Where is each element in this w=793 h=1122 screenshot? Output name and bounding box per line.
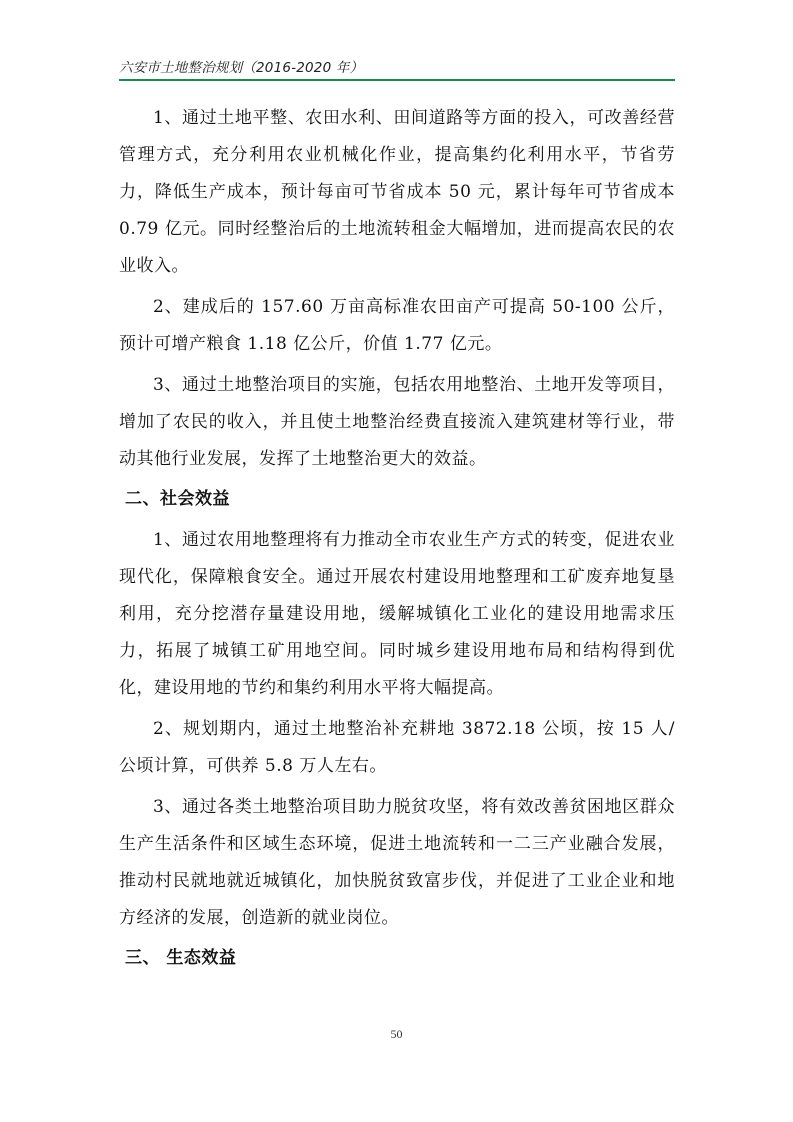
page-number: 50 (390, 1027, 403, 1041)
paragraph-social-3: 3、通过各类土地整治项目助力脱贫攻坚，将有效改善贫困地区群众生产生活条件和区域生态环境，促进土地流转和一二三产业融合发展，推动村民就地就近城镇化，加快脱贫致富步伐，并促进了工业企业和地方经济的发展，创造新的就业岗位。 (119, 797, 675, 928)
header-title: 六安市土地整治规划（2016-2020 年） (119, 60, 364, 76)
section-heading-social-benefits: 二、社会效益 (125, 489, 230, 509)
header-rule (119, 79, 675, 81)
paragraph-social-2: 2、规划期内，通过土地整治补充耕地 3872.18 公顷，按 15 人/公顷计算，可供养 5.8 万人左右。 (119, 719, 675, 776)
page-header (119, 56, 675, 80)
paragraph-economic-2: 2、建成后的 157.60 万亩高标准农田亩产可提高 50-100 公斤，预计可增产粮食 1.18 亿公斤，价值 1.77 亿元。 (119, 297, 675, 354)
paragraph-economic-3: 3、通过土地整治项目的实施，包括农用地整治、土地开发等项目，增加了农民的收入，并且使土地整治经费直接流入建筑建材等行业，带动其他行业发展，发挥了土地整治更大的效益。 (119, 375, 675, 469)
document-body (119, 100, 675, 981)
paragraph-economic-1: 1、通过土地平整、农田水利、田间道路等方面的投入，可改善经营管理方式，充分利用农业机械化作业，提高集约化利用水平，节省劳力，降低生产成本，预计每亩可节省成本 50 元，累计每年可节省成本 0.79 亿元。同时经整治后的土地流转租金大幅增加，进而提高农民的农业收入。 (119, 108, 675, 276)
section-heading-ecological-benefits: 三、 生态效益 (125, 948, 237, 968)
paragraph-social-1: 1、通过农用地整理将有力推动全市农业生产方式的转变，促进农业现代化，保障粮食安全。通过开展农村建设用地整理和工矿废弃地复垦利用，充分挖潜存量建设用地，缓解城镇化工业化的建设用地需求压力，拓展了城镇工矿用地空间。同时城乡建设用地布局和结构得到优化，建设用地的节约和集约利用水平将大幅提高。 (119, 530, 675, 698)
